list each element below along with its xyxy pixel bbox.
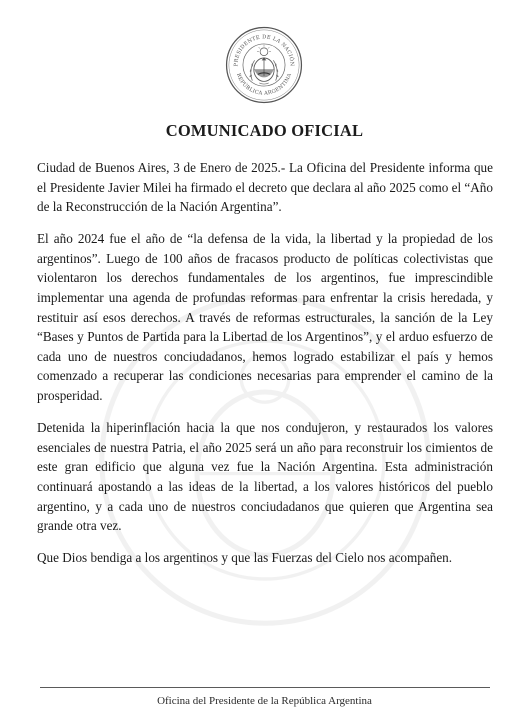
paragraph: El año 2024 fue el año de “la defensa de la vida, la libertad y la propiedad de los argentinos”. Luego de 100 años de fracasos producto de políticas colectivistas que violentaron los derechos fundamentales de los argentinos, fue imprescindible implementar una agenda de profundas reformas para enfrentar la crisis heredada, y restituir así esos derechos. A través de reformas estructurales, la sanción de la Ley “Bases y Puntos de Partida para la Libertad de los Argentinos”, y el arduo esfuerzo de cada uno de nuestros conciudadanos, hemos logrado estabilizar el país y hemos comenzado a recuperar las condiciones necesarias para emprender el camino de la prosperidad. xyxy=(37,231,493,404)
paragraph: Que Dios bendiga a los argentinos y que las Fuerzas del Cielo nos acompañen. xyxy=(37,550,453,566)
document-title: COMUNICADO OFICIAL xyxy=(165,121,364,140)
paragraph: Detenida la hiperinflación hacia la que nos condujeron, y restaurados los valores esenciales de nuestra Patria, el año 2025 será un año para reconstruir los cimientos de este gran edificio que alguna vez fue la Nación Argentina. Esta administración continuará apostando a las ideas de la libertad, a los valores históricos del pueblo argentino, y a cada uno de nuestros conciudadanos que quieren que Argentina sea grande otra vez. xyxy=(37,420,493,534)
paragraph: Ciudad de Buenos Aires, 3 de Enero de 2025.- La Oficina del Presidente informa que el Presidente Javier Milei ha firmado el decreto que declara al año 2025 como el “Año de la Reconstrucción de la Nación Argentina”. xyxy=(37,160,493,215)
presidential-seal-icon xyxy=(225,26,303,104)
svg-text:REPÚBLICA ARGENTINA: REPÚBLICA ARGENTINA xyxy=(234,72,294,97)
svg-text:PRESIDENTE DE LA NACIÓN: PRESIDENTE DE LA NACIÓN xyxy=(233,34,295,67)
document-body xyxy=(37,158,493,580)
footer-text: Oficina del Presidente de la República Argentina xyxy=(157,695,372,707)
footer-divider xyxy=(40,687,490,688)
